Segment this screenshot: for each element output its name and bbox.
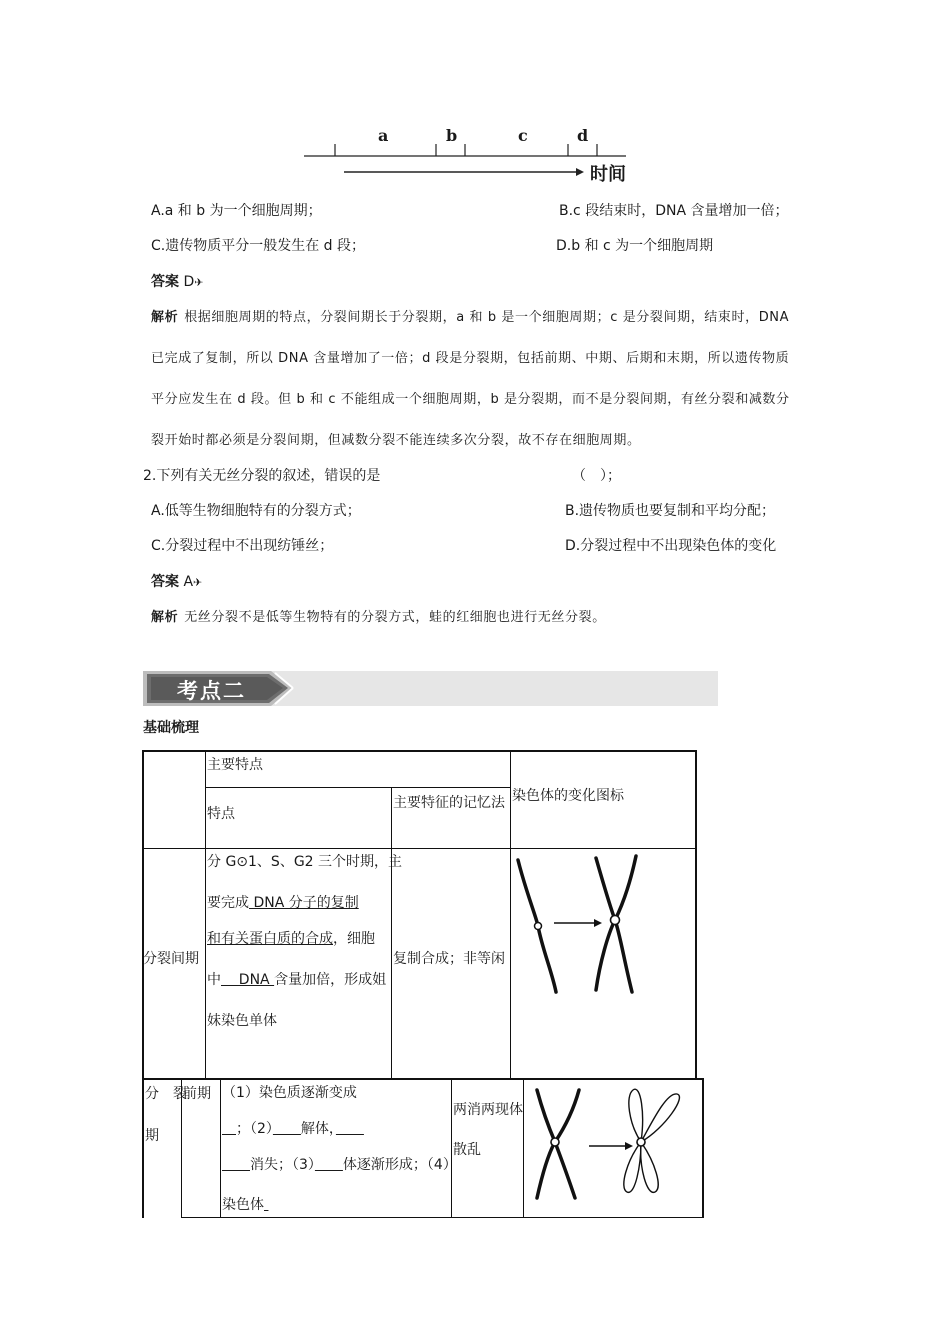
- q2-answer: [151, 573, 202, 592]
- header-features: 特点: [207, 806, 235, 822]
- cell-cycle-timeline: [300, 118, 640, 188]
- segment-label-a: a: [378, 126, 389, 145]
- q1-option-c: C.遗传物质平分一般发生在 d 段；: [151, 238, 366, 254]
- q1-analysis-line-3: 平分应发生在 d 段。但 b 和 c 不能组成一个细胞周期，b 是分裂期，而不是分裂间期，有丝分裂和减数分: [151, 392, 790, 407]
- blank-dna-replication: DNA 分子的复制: [249, 895, 359, 911]
- analysis-label: 解析: [151, 610, 179, 625]
- section-banner: [143, 671, 718, 706]
- interphase-line-2: 要完成 DNA 分子的复制: [207, 895, 359, 911]
- prophase-memory-line-1: 两消两现体: [453, 1102, 523, 1118]
- blank-5: [315, 1157, 343, 1173]
- header-main-features: 主要特点: [207, 757, 263, 773]
- blank-protein-synthesis: 有关蛋白质的合成: [221, 931, 333, 947]
- q1-option-d: D.b 和 c 为一个细胞周期: [556, 238, 714, 254]
- interphase-line-3: 和有关蛋白质的合成，细胞: [207, 931, 375, 947]
- prophase-memory-line-2: 散乱: [453, 1142, 481, 1158]
- bird-icon: ✈: [193, 576, 203, 589]
- header-memory-method: 主要特征的记忆法: [393, 795, 505, 811]
- prophase-label: 前期: [183, 1086, 211, 1102]
- segment-label-c: c: [518, 126, 528, 145]
- banner-title: 考点二: [177, 679, 246, 703]
- q1-option-b: B.c 段结束时，DNA 含量增加一倍；: [559, 203, 789, 219]
- interphase-chromosome-figure: [512, 852, 662, 997]
- section-subtitle: 基础梳理: [143, 720, 199, 736]
- prophase-chromosome-figure: [527, 1084, 699, 1204]
- q2-stem: 2.下列有关无丝分裂的叙述，错误的是: [143, 468, 381, 484]
- blank-6: [264, 1197, 268, 1213]
- prophase-line-3: 消失；（3） 体逐渐形成；（4）: [222, 1156, 457, 1174]
- blank-3: [336, 1121, 364, 1137]
- prophase-line-2: ；（2） 解体，: [222, 1120, 364, 1138]
- answer-value: D: [183, 274, 195, 290]
- q1-option-a: A.a 和 b 为一个细胞周期；: [151, 203, 322, 219]
- interphase-line-1: 分 G⊙1、S、G2 三个时期，主: [207, 854, 403, 870]
- q2-analysis: [151, 609, 606, 627]
- analysis-text: 无丝分裂不是低等生物特有的分裂方式，蛙的红细胞也进行无丝分裂。: [184, 610, 606, 625]
- interphase-line-5: 妹染色单体: [207, 1013, 277, 1029]
- segment-label-d: d: [577, 126, 589, 145]
- q1-analysis-line-2: 已完成了复制，所以 DNA 含量增加了一倍；d 段是分裂期，包括前期、中期、后期和末期，所以遗传物质: [151, 351, 790, 366]
- q1-answer: [151, 273, 203, 292]
- bird-icon: ✈: [194, 276, 204, 289]
- q1-analysis-line-1: [151, 309, 789, 327]
- q1-analysis-line-4: 裂开始时都必须是分裂间期，但减数分裂不能连续多次分裂，故不存在细胞周期。: [151, 433, 641, 448]
- analysis-label: 解析: [151, 310, 179, 325]
- blank-dna: DNA: [221, 972, 275, 988]
- header-chromosome-icon: 染色体的变化图标: [512, 788, 624, 804]
- prophase-line-4: 染色体: [222, 1196, 268, 1214]
- q2-option-c: C.分裂过程中不出现纺锤丝；: [151, 538, 334, 554]
- blank-1: [222, 1121, 236, 1137]
- answer-label: 答案: [151, 574, 179, 590]
- analysis-text: 根据细胞周期的特点，分裂间期长于分裂期，a 和 b 是一个细胞周期；c 是分裂间期，结束时，DNA: [184, 310, 790, 325]
- interphase-label: 分裂间期: [143, 951, 199, 967]
- q2-option-b: B.遗传物质也要复制和平均分配；: [565, 503, 776, 519]
- answer-value: A: [183, 574, 194, 590]
- answer-label: 答案: [151, 274, 179, 290]
- prophase-line-1: （1）染色质逐渐变成: [222, 1085, 357, 1101]
- interphase-line-4: 中 DNA 含量加倍，形成姐: [207, 972, 387, 988]
- blank-4: [222, 1157, 250, 1173]
- q2-option-a: A.低等生物细胞特有的分裂方式；: [151, 503, 361, 519]
- mitosis-label-line-2: 期: [145, 1128, 159, 1144]
- blank-2: [273, 1121, 301, 1137]
- interphase-memory: 复制合成；非等闲: [393, 951, 505, 967]
- segment-label-b: b: [446, 126, 458, 145]
- mitosis-label-line-1: 分 裂: [145, 1086, 187, 1102]
- q2-option-d: D.分裂过程中不出现染色体的变化: [565, 538, 777, 554]
- time-axis-label: 时间: [590, 164, 626, 185]
- q2-answer-paren: （ ）；: [572, 468, 621, 484]
